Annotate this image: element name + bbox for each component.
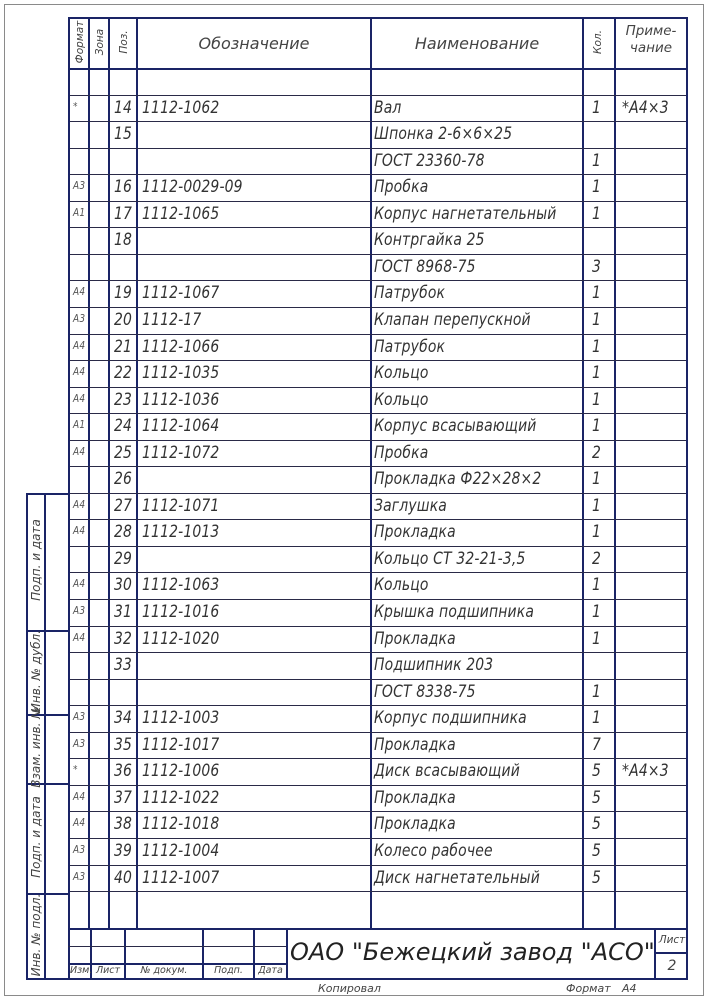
row-divider bbox=[70, 705, 686, 706]
tb-label-sign: Подп. bbox=[214, 965, 243, 976]
cell-pos: 35 bbox=[114, 734, 133, 755]
table-row bbox=[70, 838, 686, 864]
cell-qty: 1 bbox=[592, 283, 602, 304]
tb-label-change: Изм. bbox=[70, 965, 93, 976]
row-divider bbox=[70, 626, 686, 627]
footer-format-label: Формат bbox=[566, 982, 611, 995]
cell-pos: 34 bbox=[114, 708, 133, 729]
table-row bbox=[70, 546, 686, 572]
cell-name: Прокладка bbox=[374, 734, 456, 755]
table-row bbox=[70, 732, 686, 758]
cell-name: Прокладка bbox=[374, 814, 456, 835]
row-divider bbox=[70, 519, 686, 520]
cell-qty: 1 bbox=[592, 97, 602, 118]
table-row bbox=[70, 440, 686, 466]
cell-qty: 5 bbox=[592, 867, 602, 888]
tb-label-date: Дата bbox=[258, 965, 283, 976]
cell-pos: 27 bbox=[114, 495, 133, 516]
row-divider bbox=[70, 865, 686, 866]
cell-qty: 2 bbox=[592, 442, 602, 463]
row-divider bbox=[70, 572, 686, 573]
cell-qty: 5 bbox=[592, 840, 602, 861]
cell-name: Прокладка bbox=[374, 787, 456, 808]
cell-designation: 1112-1020 bbox=[142, 628, 220, 649]
cell-format: * bbox=[73, 99, 78, 113]
cell-name: Вал bbox=[374, 97, 402, 118]
cell-name: Кольцо bbox=[374, 389, 429, 410]
cell-pos: 24 bbox=[114, 416, 133, 437]
row-divider bbox=[70, 785, 686, 786]
cell-name: Прокладка bbox=[374, 628, 456, 649]
cell-format: А4 bbox=[73, 630, 86, 644]
sheet-label: Лист bbox=[658, 934, 686, 946]
cell-pos: 22 bbox=[114, 363, 133, 384]
cell-qty: 1 bbox=[592, 495, 602, 516]
cell-designation: 1112-1022 bbox=[142, 787, 220, 808]
cell-designation: 1112-1072 bbox=[142, 442, 220, 463]
cell-qty: 1 bbox=[592, 336, 602, 357]
cell-name: Диск всасывающий bbox=[374, 761, 520, 782]
cell-designation: 1112-1062 bbox=[142, 97, 220, 118]
row-divider bbox=[70, 758, 686, 759]
cell-format: А4 bbox=[73, 789, 86, 803]
cell-note: *А4×3 bbox=[622, 761, 669, 782]
cell-name: Патрубок bbox=[374, 283, 446, 304]
row-divider bbox=[70, 334, 686, 335]
cell-name: Шпонка 2-6×6×25 bbox=[374, 124, 513, 145]
cell-name: Прокладка Ф22×28×2 bbox=[374, 469, 542, 490]
cell-qty: 5 bbox=[592, 761, 602, 782]
cell-pos: 37 bbox=[114, 787, 133, 808]
cell-qty: 1 bbox=[592, 522, 602, 543]
row-divider bbox=[70, 838, 686, 839]
table-row bbox=[70, 785, 686, 811]
table-row bbox=[70, 865, 686, 891]
table-row bbox=[70, 95, 686, 121]
cell-name: ГОСТ 8968-75 bbox=[374, 256, 476, 277]
side-stamp-divider bbox=[44, 493, 46, 980]
table-row bbox=[70, 811, 686, 837]
table-row bbox=[70, 572, 686, 598]
table-row bbox=[70, 679, 686, 705]
cell-qty: 5 bbox=[592, 787, 602, 808]
header-zone: Зона bbox=[94, 28, 106, 56]
cell-format: А4 bbox=[73, 391, 86, 405]
row-divider bbox=[70, 280, 686, 281]
table-row bbox=[70, 68, 686, 94]
table-row bbox=[70, 280, 686, 306]
row-divider bbox=[70, 493, 686, 494]
cell-designation: 1112-1013 bbox=[142, 522, 220, 543]
row-divider bbox=[70, 440, 686, 441]
side-stamp-dup-inv: Инв. № дубл. bbox=[29, 629, 43, 713]
cell-name: ГОСТ 23360-78 bbox=[374, 150, 485, 171]
row-divider bbox=[70, 227, 686, 228]
header-qty: Кол. bbox=[592, 30, 604, 54]
table-row bbox=[70, 413, 686, 439]
cell-qty: 1 bbox=[592, 628, 602, 649]
cell-format: А3 bbox=[73, 736, 86, 750]
cell-qty: 5 bbox=[592, 814, 602, 835]
tb-divider-5 bbox=[286, 928, 288, 980]
tb-sheet-line bbox=[654, 952, 688, 954]
header-note-line1: Приме- bbox=[625, 23, 677, 39]
cell-format: А4 bbox=[73, 524, 86, 538]
cell-designation: 1112-1017 bbox=[142, 734, 220, 755]
cell-name: Клапан перепускной bbox=[374, 309, 531, 330]
table-row bbox=[70, 360, 686, 386]
row-divider bbox=[70, 732, 686, 733]
cell-qty: 1 bbox=[592, 681, 602, 702]
cell-format: А3 bbox=[73, 710, 86, 724]
cell-designation: 1112-1065 bbox=[142, 203, 220, 224]
table-row bbox=[70, 307, 686, 333]
cell-name: Крышка подшипника bbox=[374, 602, 535, 622]
side-stamp-sign-date-1: Подп. и дата bbox=[29, 519, 43, 601]
row-divider bbox=[70, 148, 686, 149]
header-note-line2: чание bbox=[629, 40, 673, 56]
cell-pos: 21 bbox=[114, 336, 133, 357]
table-row bbox=[70, 148, 686, 174]
side-stamp-sign-date-2: Подп. и дата bbox=[29, 796, 43, 878]
cell-qty: 1 bbox=[592, 416, 602, 437]
title-block-top bbox=[70, 928, 686, 930]
row-divider bbox=[70, 95, 686, 96]
cell-designation: 1112-1071 bbox=[142, 495, 220, 516]
cell-pos: 15 bbox=[114, 124, 133, 145]
cell-name: Корпус подшипника bbox=[374, 708, 527, 729]
cell-name: Корпус всасывающий bbox=[374, 416, 537, 437]
table-row bbox=[70, 493, 686, 519]
cell-qty: 1 bbox=[592, 469, 602, 490]
cell-format: А3 bbox=[73, 179, 86, 193]
cell-designation: 1112-1063 bbox=[142, 575, 220, 596]
cell-qty: 3 bbox=[592, 256, 602, 277]
row-divider bbox=[70, 121, 686, 122]
row-divider bbox=[70, 387, 686, 388]
cell-pos: 17 bbox=[114, 203, 133, 224]
side-stamp-orig-inv: Инв. № подл. bbox=[29, 893, 43, 977]
cell-pos: 16 bbox=[114, 177, 133, 198]
table-row bbox=[70, 466, 686, 492]
header-pos: Поз. bbox=[118, 30, 130, 54]
table-row bbox=[70, 599, 686, 625]
cell-designation: 1112-1007 bbox=[142, 867, 220, 888]
cell-pos: 18 bbox=[114, 230, 133, 251]
cell-pos: 36 bbox=[114, 761, 133, 782]
cell-format: А4 bbox=[73, 444, 86, 458]
cell-format: А3 bbox=[73, 842, 86, 856]
cell-pos: 40 bbox=[114, 867, 133, 888]
cell-name: Подшипник 203 bbox=[374, 655, 494, 676]
table-row bbox=[70, 201, 686, 227]
cell-designation: 1112-1036 bbox=[142, 389, 220, 410]
table-row bbox=[70, 519, 686, 545]
cell-designation: 1112-1003 bbox=[142, 708, 220, 729]
cell-name: Прокладка bbox=[374, 522, 456, 543]
row-divider bbox=[70, 891, 686, 892]
tb-label-doc-no: № докум. bbox=[140, 965, 188, 976]
cell-format: А3 bbox=[73, 869, 86, 883]
cell-qty: 1 bbox=[592, 203, 602, 224]
cell-designation: 1112-1018 bbox=[142, 814, 220, 835]
cell-pos: 38 bbox=[114, 814, 133, 835]
cell-pos: 30 bbox=[114, 575, 133, 596]
row-divider bbox=[70, 811, 686, 812]
table-row bbox=[70, 705, 686, 731]
cell-qty: 1 bbox=[592, 602, 602, 622]
cell-pos: 26 bbox=[114, 469, 133, 490]
cell-qty: 1 bbox=[592, 363, 602, 384]
cell-designation: 1112-1016 bbox=[142, 602, 220, 622]
cell-format: А4 bbox=[73, 338, 86, 352]
row-divider bbox=[70, 546, 686, 547]
cell-name: Диск нагнетательный bbox=[374, 867, 540, 888]
cell-pos: 14 bbox=[114, 97, 133, 118]
table-row bbox=[70, 626, 686, 652]
cell-designation: 1112-0029-09 bbox=[142, 177, 243, 198]
cell-qty: 7 bbox=[592, 734, 602, 755]
cell-designation: 1112-1006 bbox=[142, 761, 220, 782]
cell-name: Пробка bbox=[374, 442, 429, 463]
side-stamp-replace-inv: Взам. инв. № bbox=[29, 706, 43, 788]
row-divider bbox=[70, 360, 686, 361]
row-divider bbox=[70, 413, 686, 414]
cell-designation: 1112-1067 bbox=[142, 283, 220, 304]
cell-qty: 1 bbox=[592, 309, 602, 330]
header-format: Формат bbox=[74, 20, 86, 64]
footer-format-value: А4 bbox=[622, 982, 637, 995]
organization-name: ОАО "Бежецкий завод "АСО" bbox=[290, 938, 655, 966]
cell-format: А1 bbox=[73, 205, 86, 219]
cell-qty: 1 bbox=[592, 150, 602, 171]
sheet-number: 2 bbox=[667, 958, 677, 974]
table-row bbox=[70, 891, 686, 917]
table-row bbox=[70, 227, 686, 253]
cell-name: Корпус нагнетательный bbox=[374, 203, 557, 224]
cell-pos: 39 bbox=[114, 840, 133, 861]
cell-designation: 1112-17 bbox=[142, 309, 202, 330]
row-divider bbox=[70, 201, 686, 202]
table-row bbox=[70, 254, 686, 280]
cell-qty: 1 bbox=[592, 575, 602, 596]
table-row bbox=[70, 334, 686, 360]
cell-format: А3 bbox=[73, 311, 86, 325]
cell-qty: 1 bbox=[592, 177, 602, 198]
table-row bbox=[70, 174, 686, 200]
cell-name: ГОСТ 8338-75 bbox=[374, 681, 476, 702]
row-divider bbox=[70, 652, 686, 653]
cell-pos: 29 bbox=[114, 548, 133, 569]
cell-format: А4 bbox=[73, 285, 86, 299]
row-divider bbox=[70, 307, 686, 308]
cell-qty: 2 bbox=[592, 548, 602, 569]
cell-name: Кольцо bbox=[374, 363, 429, 384]
cell-name: Пробка bbox=[374, 177, 429, 198]
row-divider bbox=[70, 174, 686, 175]
table-row bbox=[70, 121, 686, 147]
row-divider bbox=[70, 599, 686, 600]
cell-pos: 32 bbox=[114, 628, 133, 649]
cell-format: А4 bbox=[73, 497, 86, 511]
cell-format: А4 bbox=[73, 816, 86, 830]
cell-name: Кольцо СТ 32-21-3,5 bbox=[374, 548, 526, 569]
cell-pos: 28 bbox=[114, 522, 133, 543]
cell-name: Контргайка 25 bbox=[374, 230, 485, 251]
cell-designation: 1112-1064 bbox=[142, 416, 220, 437]
cell-designation: 1112-1035 bbox=[142, 363, 220, 384]
header-name: Наименование bbox=[414, 34, 540, 53]
cell-qty: 1 bbox=[592, 389, 602, 410]
cell-pos: 25 bbox=[114, 442, 133, 463]
cell-format: А1 bbox=[73, 418, 86, 432]
cell-name: Патрубок bbox=[374, 336, 446, 357]
footer-copied: Копировал bbox=[318, 982, 381, 995]
row-divider bbox=[70, 679, 686, 680]
cell-pos: 31 bbox=[114, 602, 133, 622]
header-note bbox=[616, 23, 686, 57]
cell-format: А4 bbox=[73, 365, 86, 379]
cell-pos: 23 bbox=[114, 389, 133, 410]
table-row bbox=[70, 387, 686, 413]
cell-format: А3 bbox=[73, 604, 86, 617]
cell-format: А4 bbox=[73, 577, 86, 591]
table-row bbox=[70, 758, 686, 784]
tb-label-sheet: Лист bbox=[95, 965, 121, 976]
specification-frame bbox=[68, 17, 688, 980]
cell-pos: 20 bbox=[114, 309, 133, 330]
cell-note: *А4×3 bbox=[622, 97, 669, 118]
table-row bbox=[70, 652, 686, 678]
header-designation: Обозначение bbox=[198, 34, 310, 53]
cell-pos: 33 bbox=[114, 655, 133, 676]
cell-pos: 19 bbox=[114, 283, 133, 304]
row-divider bbox=[70, 466, 686, 467]
cell-format: * bbox=[73, 763, 78, 777]
tb-line-1 bbox=[68, 946, 286, 947]
cell-name: Кольцо bbox=[374, 575, 429, 596]
cell-designation: 1112-1066 bbox=[142, 336, 220, 357]
cell-name: Колесо рабочее bbox=[374, 840, 493, 861]
cell-designation: 1112-1004 bbox=[142, 840, 220, 861]
row-divider bbox=[70, 254, 686, 255]
cell-name: Заглушка bbox=[374, 495, 447, 516]
cell-qty: 1 bbox=[592, 708, 602, 729]
